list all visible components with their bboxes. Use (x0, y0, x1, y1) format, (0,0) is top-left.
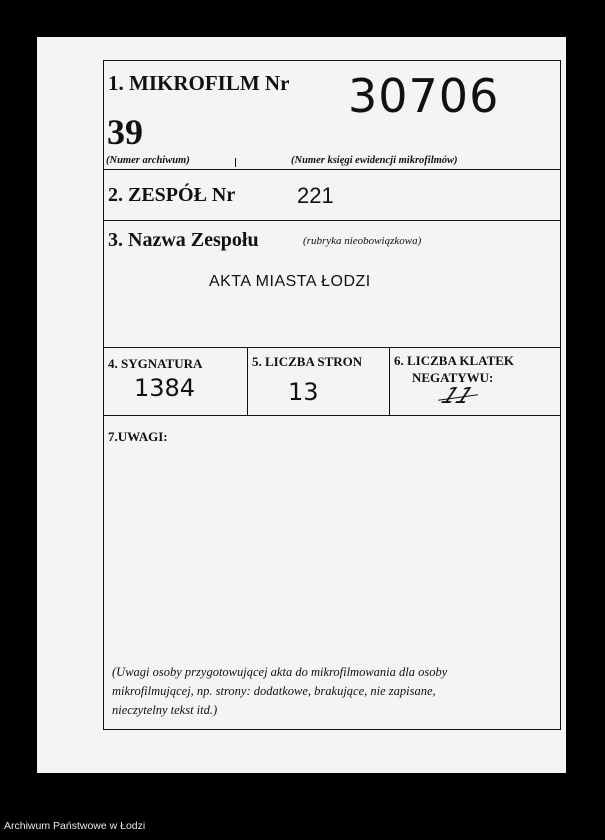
nazwa-row (104, 220, 560, 348)
nazwa-note: (rubryka nieobowiązkowa) (303, 235, 422, 247)
uwagi-note-line1: (Uwagi osoby przygotowującej akta do mikrofilmowania dla osoby (112, 665, 448, 679)
sygnatura-value: 1384 (134, 374, 196, 402)
microfilm-form (103, 60, 561, 730)
sygnatura-label: 4. SYGNATURA (108, 356, 203, 371)
zespol-label: 2. ZESPÓŁ Nr (108, 184, 236, 206)
liczba-klatek-label-line2: NEGATYWU: (412, 370, 494, 385)
microfilm-number: 30706 (348, 69, 500, 123)
liczba-stron-label: 5. LICZBA STRON (252, 354, 363, 369)
zespol-value: 221 (297, 183, 334, 208)
caption-tick (235, 158, 236, 167)
uwagi-note-line2: mikrofilmującej, np. strony: dodatkowe, brakujące, nie zapisane, (112, 684, 436, 698)
uwagi-box (104, 415, 560, 729)
liczba-klatek-label-line1: 6. LICZBA KLATEK (394, 353, 515, 368)
archive-number: 39 (107, 112, 143, 152)
register-caption: (Numer księgi ewidencji mikrofilmów) (291, 155, 458, 166)
mikrofilm-label: 1. MIKROFILM Nr (108, 71, 290, 95)
mikrofilm-row (104, 61, 560, 170)
nazwa-label: 3. Nazwa Zespołu (108, 229, 259, 251)
archive-caption: (Numer archiwum) (106, 155, 190, 166)
archive-credit: Archiwum Państwowe w Łodzi (4, 820, 146, 832)
liczba-klatek-value: 11 (437, 384, 477, 409)
liczba-stron-value: 13 (288, 378, 319, 406)
counts-row (104, 347, 560, 416)
zespol-row (104, 169, 560, 221)
nazwa-value: AKTA MIASTA ŁODZI (209, 273, 371, 290)
uwagi-label: 7.UWAGI: (108, 429, 168, 444)
microfilm-card (37, 37, 566, 773)
uwagi-note-line3: nieczytelny tekst itd.) (112, 703, 218, 717)
counts-divider-2 (389, 347, 390, 415)
counts-divider-1 (247, 347, 248, 415)
